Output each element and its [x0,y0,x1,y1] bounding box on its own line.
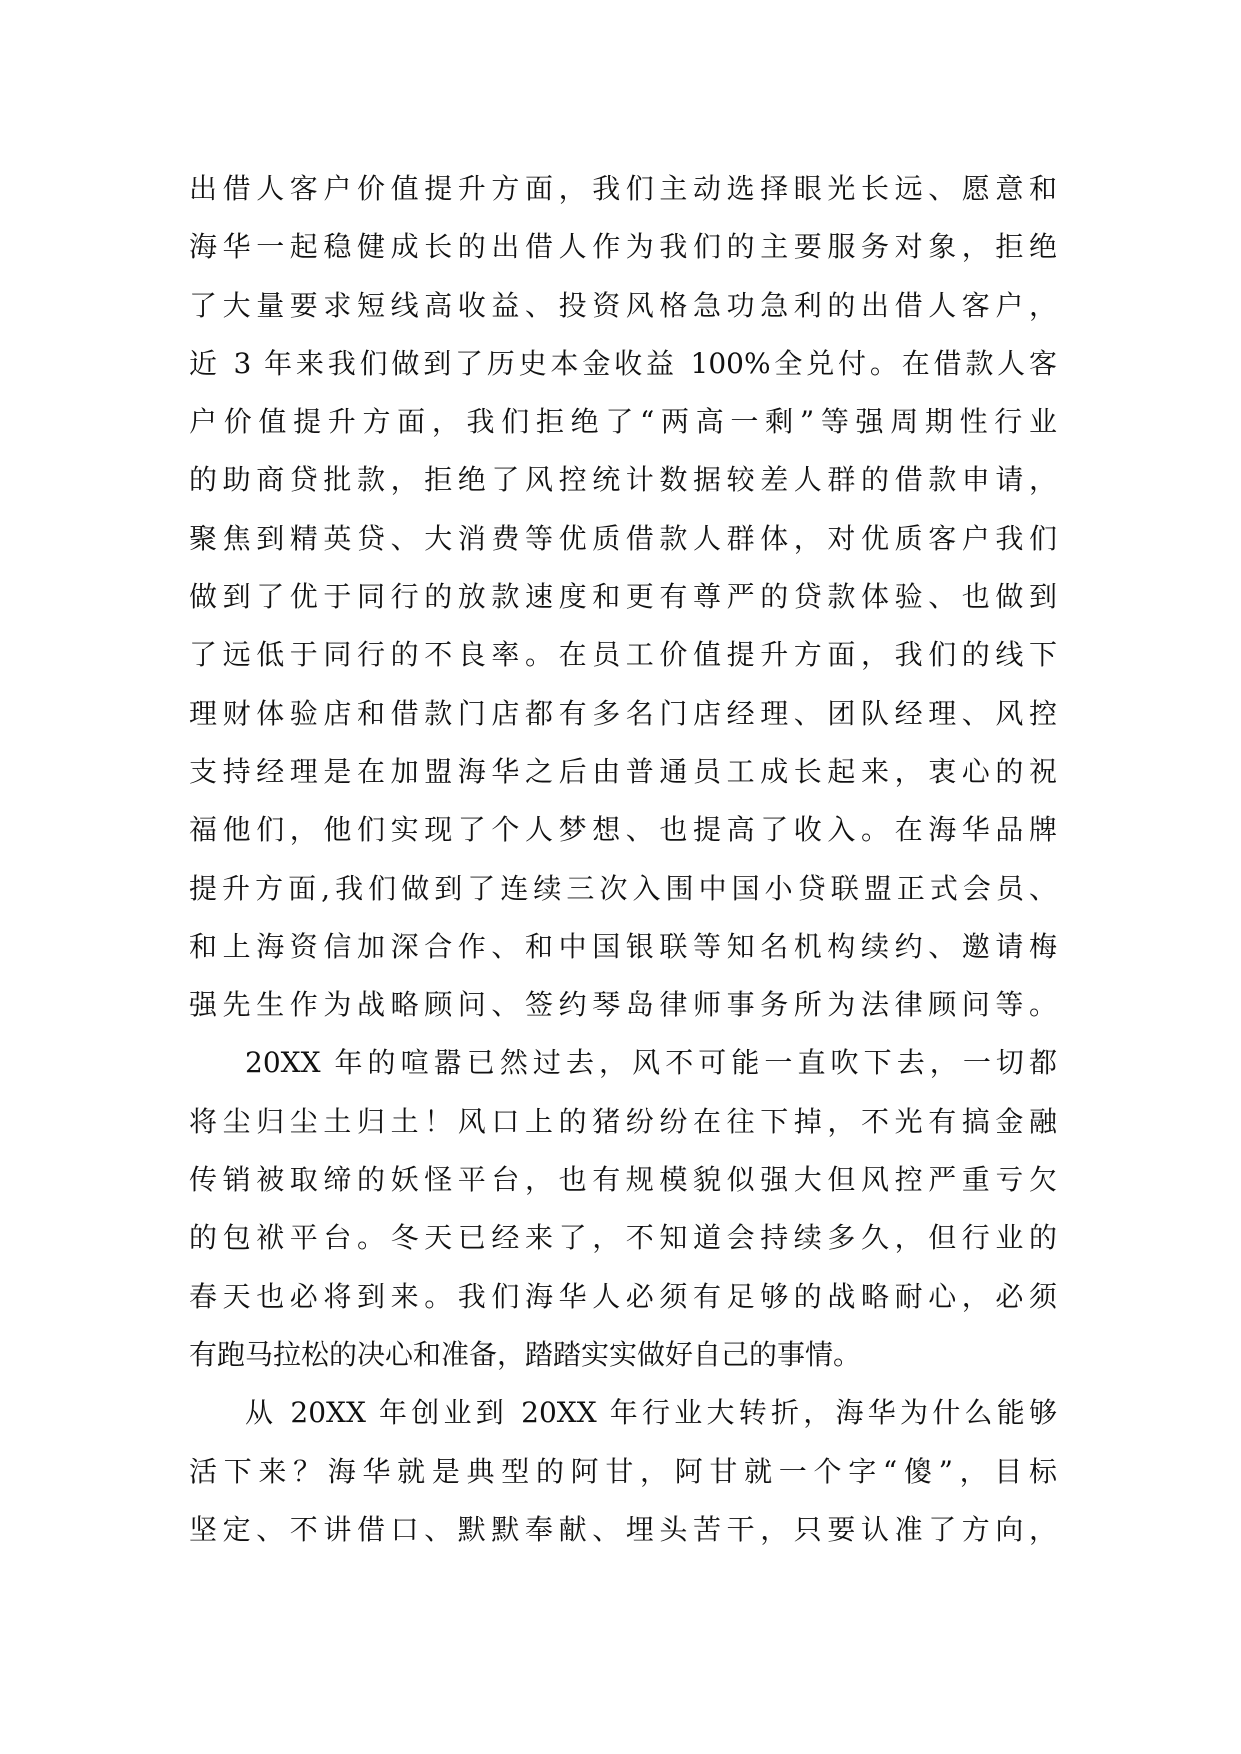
text-line: 理财体验店和借款门店都有多名门店经理、团队经理、风控 [189,696,1057,730]
text-line: 聚焦到精英贷、大消费等优质借款人群体，对优质客户我们 [189,521,1057,555]
text-line: 传销被取缔的妖怪平台，也有规模貌似强大但风控严重亏欠 [189,1163,1057,1197]
text-line: 有跑马拉松的决心和准备，踏踏实实做好自己的事情。 [189,1337,862,1371]
text-line: 了远低于同行的不良率。在员工价值提升方面，我们的线下 [189,638,1057,672]
text-line: 将尘归尘土归土！风口上的猪纷纷在往下掉，不光有搞金融 [189,1104,1057,1138]
text-line: 海华一起稳健成长的出借人作为我们的主要服务对象，拒绝 [189,230,1057,264]
text-line: 20XX 年的喧嚣已然过去，风不可能一直吹下去，一切都 [245,1046,1057,1080]
text-line: 了大量要求短线高收益、投资风格急功急利的出借人客户， [189,288,1057,322]
text-line: 提升方面,我们做到了连续三次入围中国小贷联盟正式会员、 [189,871,1057,905]
text-line: 支持经理是在加盟海华之后由普通员工成长起来，衷心的祝 [189,754,1057,788]
text-line: 坚定、不讲借口、默默奉献、埋头苦干，只要认准了方向， [189,1512,1057,1546]
text-line: 的助商贷批款，拒绝了风控统计数据较差人群的借款申请， [189,463,1057,497]
text-line: 户价值提升方面，我们拒绝了“两高一剩”等强周期性行业 [189,405,1057,439]
text-line: 做到了优于同行的放款速度和更有尊严的贷款体验、也做到 [189,580,1057,614]
text-line: 福他们，他们实现了个人梦想、也提高了收入。在海华品牌 [189,813,1057,847]
text-line: 从 20XX 年创业到 20XX 年行业大转折，海华为什么能够 [245,1396,1057,1430]
text-line: 近 3 年来我们做到了历史本金收益 100%全兑付。在借款人客 [189,346,1057,380]
text-line: 的包袱平台。冬天已经来了，不知道会持续多久，但行业的 [189,1221,1057,1255]
body-text [189,160,1057,1559]
text-line: 活下来？海华就是典型的阿甘，阿甘就一个字“傻”，目标 [189,1454,1057,1488]
text-line: 春天也必将到来。我们海华人必须有足够的战略耐心，必须 [189,1279,1057,1313]
text-line: 出借人客户价值提升方面，我们主动选择眼光长远、愿意和 [189,172,1057,205]
text-line: 强先生作为战略顾问、签约琴岛律师事务所为法律顾问等。 [189,988,1057,1022]
text-line: 和上海资信加深合作、和中国银联等知名机构续约、邀请梅 [189,929,1057,963]
